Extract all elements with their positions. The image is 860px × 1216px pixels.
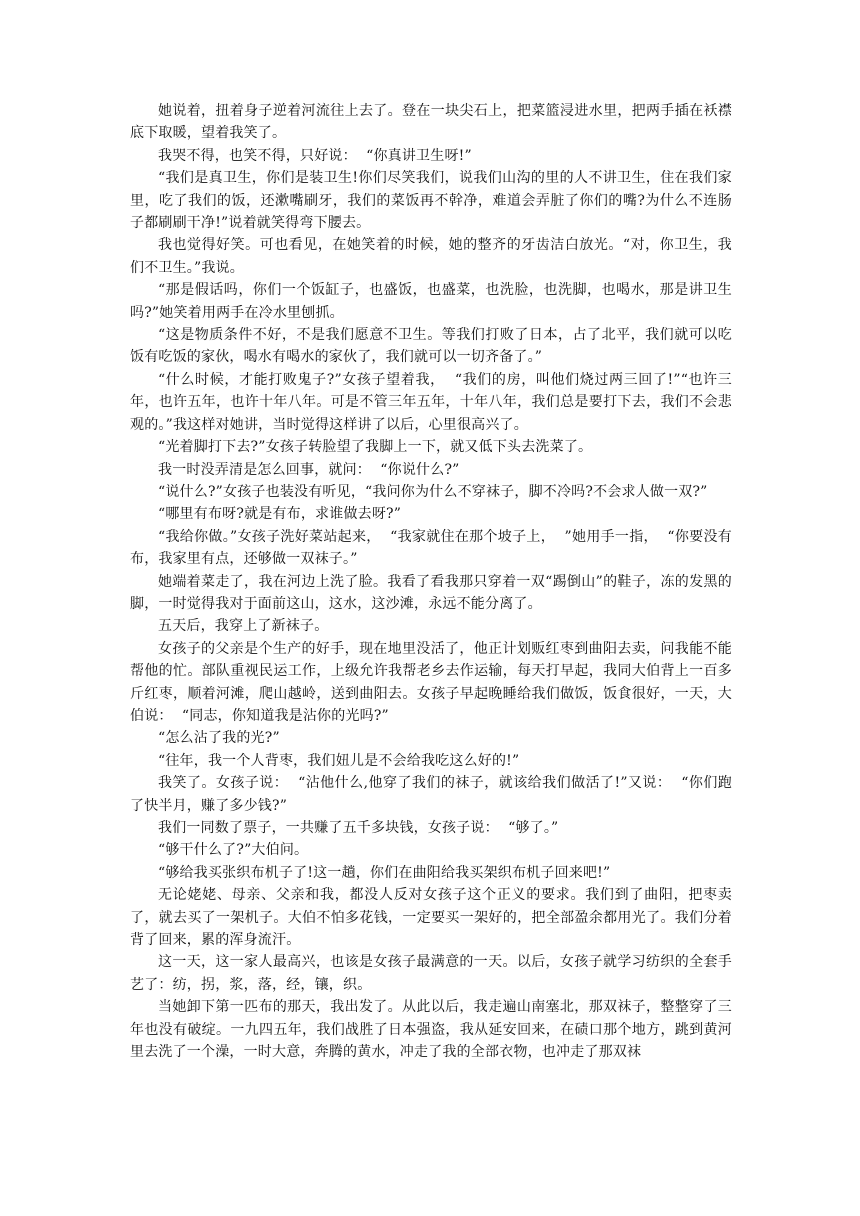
paragraph: “那是假话吗，你们一个饭缸子，也盛饭，也盛菜，也洗脸，也洗脚，也喝水，那是讲卫生吗?”她笑着用两手在冷水里刨抓。 (130, 282, 732, 321)
paragraph: “说什么?”女孩子也装没有听见，“我问你为什么不穿袜子，脚不冷吗?不会求人做一双?” (158, 483, 708, 500)
paragraph: “够干什么了?”大伯问。 (158, 842, 309, 859)
paragraph: 我笑了。女孩子说： “沾他什么,他穿了我们的袜子，就该给我们做活了!”又说： “你们跑了快半月，赚了多少钱?” (130, 775, 732, 814)
paragraph: “什么时候，才能打败鬼子?”女孩子望着我， “我们的房，叫他们烧过两三回了!”“也许三年，也许五年，也许十年八年。可是不管三年五年，十年八年，我们总是要打下去，我们不会悲观的。”我这样对她讲，当时觉得这样讲了以后，心里很高兴了。 (130, 371, 732, 433)
article-body (130, 100, 732, 1063)
paragraph: “往年，我一个人背枣，我们妞儿是不会给我吃这么好的!” (158, 752, 520, 769)
paragraph: 我也觉得好笑。可也看见，在她笑着的时候，她的整齐的牙齿洁白放光。“对，你卫生，我们不卫生。”我说。 (130, 237, 732, 276)
paragraph: 我们一同数了票子，一共赚了五千多块钱，女孩子说： “够了。” (158, 820, 559, 836)
paragraph: 我一时没弄清是怎么回事，就问： “你说什么?” (158, 461, 460, 478)
paragraph: “怎么沾了我的光?” (158, 730, 280, 747)
paragraph: “光着脚打下去?”女孩子转脸望了我脚上一下，就又低下头去洗菜了。 (158, 439, 593, 456)
paragraph: “这是物质条件不好，不是我们愿意不卫生。等我们打败了日本，占了北平，我们就可以吃饭有吃饭的家伙，喝水有喝水的家伙了，我们就可以一切齐备了。” (130, 327, 732, 366)
paragraph: 我哭不得，也笑不得，只好说： “你真讲卫生呀!” (158, 147, 472, 164)
paragraph: “够给我买张织布机子了!这一趟，你们在曲阳给我买架织布机子回来吧!” (158, 864, 611, 881)
paragraph: 五天后，我穿上了新袜子。 (158, 618, 329, 635)
paragraph: 她端着菜走了，我在河边上洗了脸。我看了看我那只穿着一双“踢倒山”的鞋子，冻的发黑的脚，一时觉得我对于面前这山，这水，这沙滩，永远不能分离了。 (130, 573, 732, 612)
paragraph: 无论姥姥、母亲、父亲和我，都没人反对女孩子这个正义的要求。我们到了曲阳，把枣卖了，就去买了一架机子。大伯不怕多花钱，一定要买一架好的，把全部盈余都用光了。我们分着背了回来，累的浑身流汗。 (130, 887, 732, 949)
paragraph: 这一天，这一家人最高兴，也该是女孩子最满意的一天。以后，女孩子就学习纺织的全套手艺了：纺，拐，浆，落，经，镶，织。 (130, 954, 732, 993)
paragraph: 女孩子的父亲是个生产的好手，现在地里没活了，他正计划贩红枣到曲阳去卖，问我能不能帮他的忙。部队重视民运工作，上级允许我帮老乡去作运输，每天打早起，我同大伯背上一百多斤红枣，顺着河滩，爬山越岭，送到曲阳去。女孩子早起晚睡给我们做饭，饭食很好，一天，大伯说： “同志，你知道我是沾你的光吗?” (130, 640, 732, 724)
paragraph: “哪里有布呀?就是有布，求谁做去呀?” (158, 506, 402, 523)
paragraph: 她说着，扭着身子逆着河流往上去了。登在一块尖石上，把菜篮浸进水里，把两手插在袄襟底下取暖，望着我笑了。 (130, 103, 732, 142)
paragraph: “我们是真卫生，你们是装卫生!你们尽笑我们，说我们山沟的里的人不讲卫生，住在我们家里，吃了我们的饭，还漱嘴刷牙，我们的菜饭再不幹净，难道会弄脏了你们的嘴?为什么不连肠子都刷刷干净!”说着就笑得弯下腰去。 (130, 170, 732, 232)
paragraph: 当她卸下第一匹布的那天，我出发了。从此以后，我走遍山南塞北，那双袜子，整整穿了三年也没有破绽。一九四五年，我们战胜了日本强盗，我从延安回来，在碛口那个地方，跳到黄河里去洗了一个澡，一时大意，奔腾的黄水，冲走了我的全部衣物，也冲走了那双袜 (130, 999, 732, 1061)
paragraph: “我给你做。”女孩子洗好菜站起来， “我家就住在那个坡子上， ”她用手一指， “你要没有布，我家里有点，还够做一双袜子。” (130, 528, 732, 568)
